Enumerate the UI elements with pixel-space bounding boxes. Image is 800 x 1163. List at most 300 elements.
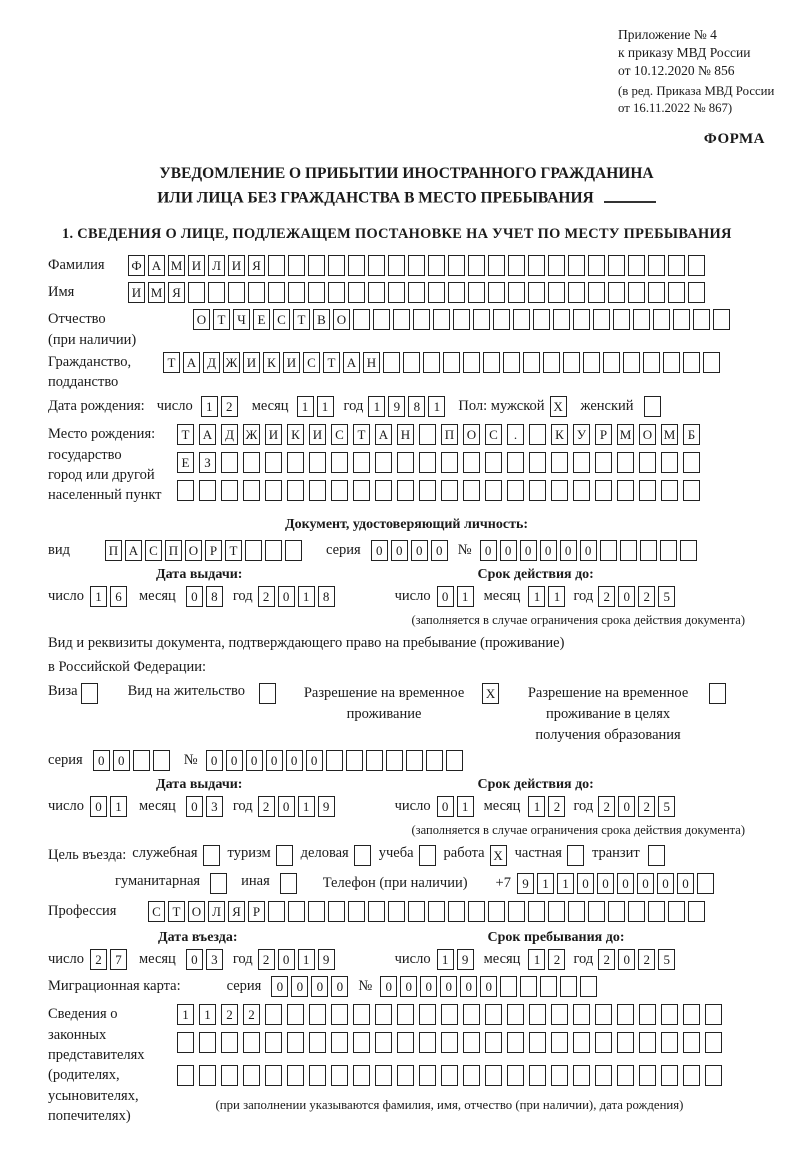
char-cell[interactable] [463, 1004, 480, 1025]
char-cell[interactable] [503, 352, 520, 373]
char-cell[interactable]: 2 [243, 1004, 260, 1025]
char-cell[interactable]: 0 [597, 873, 614, 894]
char-cell[interactable] [328, 255, 345, 276]
char-cell[interactable] [309, 1032, 326, 1053]
char-cell[interactable] [529, 1032, 546, 1053]
char-cell[interactable] [553, 309, 570, 330]
char-cell[interactable]: 1 [298, 796, 315, 817]
migration-seriya-input[interactable] [271, 976, 348, 997]
char-cell[interactable]: 0 [291, 976, 308, 997]
purpose-checkbox-ucheba[interactable] [419, 845, 436, 866]
char-cell[interactable] [428, 255, 445, 276]
char-cell[interactable] [485, 1065, 502, 1086]
char-cell[interactable]: 1 [297, 396, 314, 417]
char-cell[interactable] [688, 901, 705, 922]
char-cell[interactable]: 0 [617, 873, 634, 894]
char-cell[interactable] [331, 1032, 348, 1053]
char-cell[interactable]: 0 [460, 976, 477, 997]
char-cell[interactable]: 1 [177, 1004, 194, 1025]
char-cell[interactable]: 0 [311, 976, 328, 997]
char-cell[interactable] [287, 1065, 304, 1086]
residence-valid-year[interactable] [598, 796, 675, 817]
char-cell[interactable] [285, 540, 302, 561]
char-cell[interactable] [595, 480, 612, 501]
char-cell[interactable] [308, 255, 325, 276]
char-cell[interactable]: Р [595, 424, 612, 445]
char-cell[interactable]: З [199, 452, 216, 473]
char-cell[interactable] [265, 480, 282, 501]
char-cell[interactable] [568, 901, 585, 922]
char-cell[interactable]: 0 [246, 750, 263, 771]
char-cell[interactable]: 1 [110, 796, 127, 817]
char-cell[interactable] [406, 750, 423, 771]
char-cell[interactable] [488, 901, 505, 922]
char-cell[interactable]: И [265, 424, 282, 445]
char-cell[interactable]: Л [208, 255, 225, 276]
identity-valid-day[interactable] [437, 586, 474, 607]
char-cell[interactable] [648, 255, 665, 276]
char-cell[interactable] [177, 1032, 194, 1053]
char-cell[interactable] [331, 452, 348, 473]
char-cell[interactable] [419, 1004, 436, 1025]
char-cell[interactable] [308, 901, 325, 922]
identity-doc-type-input[interactable] [105, 540, 302, 561]
char-cell[interactable] [243, 1065, 260, 1086]
char-cell[interactable]: Ч [233, 309, 250, 330]
representatives-input-row2[interactable] [177, 1032, 722, 1053]
char-cell[interactable]: С [485, 424, 502, 445]
char-cell[interactable]: 0 [480, 540, 497, 561]
char-cell[interactable] [560, 976, 577, 997]
char-cell[interactable]: 0 [113, 750, 130, 771]
char-cell[interactable]: Р [248, 901, 265, 922]
char-cell[interactable] [528, 282, 545, 303]
char-cell[interactable]: И [309, 424, 326, 445]
char-cell[interactable] [259, 683, 276, 704]
char-cell[interactable]: 9 [318, 949, 335, 970]
char-cell[interactable] [573, 1032, 590, 1053]
char-cell[interactable] [639, 1032, 656, 1053]
char-cell[interactable] [529, 1065, 546, 1086]
char-cell[interactable]: С [145, 540, 162, 561]
char-cell[interactable] [397, 452, 414, 473]
char-cell[interactable] [633, 309, 650, 330]
char-cell[interactable]: А [199, 424, 216, 445]
char-cell[interactable] [588, 255, 605, 276]
char-cell[interactable]: 1 [557, 873, 574, 894]
char-cell[interactable]: Ж [243, 424, 260, 445]
char-cell[interactable] [441, 480, 458, 501]
char-cell[interactable] [309, 452, 326, 473]
char-cell[interactable] [177, 1065, 194, 1086]
char-cell[interactable] [617, 1004, 634, 1025]
char-cell[interactable] [628, 282, 645, 303]
patronymic-input[interactable] [193, 309, 730, 330]
char-cell[interactable]: 1 [437, 949, 454, 970]
char-cell[interactable] [433, 309, 450, 330]
char-cell[interactable]: 2 [258, 796, 275, 817]
char-cell[interactable] [393, 309, 410, 330]
char-cell[interactable]: 1 [537, 873, 554, 894]
char-cell[interactable]: И [128, 282, 145, 303]
char-cell[interactable] [608, 255, 625, 276]
char-cell[interactable]: 0 [431, 540, 448, 561]
residence-valid-month[interactable] [528, 796, 565, 817]
identity-valid-month[interactable] [528, 586, 565, 607]
purpose-checkbox-tranzit[interactable] [648, 845, 665, 866]
char-cell[interactable]: 0 [618, 949, 635, 970]
char-cell[interactable]: 1 [528, 796, 545, 817]
residence-seriya-input[interactable] [93, 750, 170, 771]
char-cell[interactable] [663, 352, 680, 373]
char-cell[interactable] [697, 873, 714, 894]
char-cell[interactable] [375, 1065, 392, 1086]
identity-valid-year[interactable] [598, 586, 675, 607]
char-cell[interactable] [243, 452, 260, 473]
char-cell[interactable] [485, 480, 502, 501]
char-cell[interactable] [288, 901, 305, 922]
char-cell[interactable]: С [148, 901, 165, 922]
char-cell[interactable] [308, 282, 325, 303]
char-cell[interactable]: О [639, 424, 656, 445]
char-cell[interactable]: 9 [457, 949, 474, 970]
char-cell[interactable] [528, 901, 545, 922]
char-cell[interactable] [529, 480, 546, 501]
char-cell[interactable] [620, 540, 637, 561]
char-cell[interactable] [221, 480, 238, 501]
char-cell[interactable] [309, 1004, 326, 1025]
char-cell[interactable] [287, 1004, 304, 1025]
char-cell[interactable] [548, 255, 565, 276]
char-cell[interactable] [623, 352, 640, 373]
char-cell[interactable] [287, 480, 304, 501]
char-cell[interactable] [523, 352, 540, 373]
purpose-checkbox-delovaya[interactable] [354, 845, 371, 866]
char-cell[interactable] [353, 1004, 370, 1025]
char-cell[interactable] [199, 480, 216, 501]
char-cell[interactable] [423, 352, 440, 373]
char-cell[interactable] [529, 424, 546, 445]
char-cell[interactable] [705, 1032, 722, 1053]
char-cell[interactable]: И [188, 255, 205, 276]
char-cell[interactable] [426, 750, 443, 771]
char-cell[interactable] [580, 976, 597, 997]
char-cell[interactable] [528, 255, 545, 276]
char-cell[interactable] [673, 309, 690, 330]
char-cell[interactable] [326, 750, 343, 771]
char-cell[interactable]: 7 [110, 949, 127, 970]
char-cell[interactable] [463, 480, 480, 501]
char-cell[interactable] [441, 1065, 458, 1086]
char-cell[interactable]: 2 [548, 796, 565, 817]
char-cell[interactable] [268, 901, 285, 922]
char-cell[interactable]: 0 [437, 796, 454, 817]
char-cell[interactable]: 2 [638, 796, 655, 817]
char-cell[interactable] [288, 255, 305, 276]
char-cell[interactable] [595, 452, 612, 473]
char-cell[interactable] [529, 452, 546, 473]
entry-day[interactable] [90, 949, 127, 970]
char-cell[interactable] [373, 309, 390, 330]
char-cell[interactable]: 0 [400, 976, 417, 997]
char-cell[interactable]: 1 [199, 1004, 216, 1025]
char-cell[interactable]: 0 [657, 873, 674, 894]
char-cell[interactable]: 0 [226, 750, 243, 771]
residence-permit-checkbox[interactable] [259, 683, 276, 704]
char-cell[interactable] [419, 1065, 436, 1086]
char-cell[interactable]: 1 [317, 396, 334, 417]
char-cell[interactable] [428, 901, 445, 922]
char-cell[interactable] [199, 1065, 216, 1086]
citizenship-input[interactable] [163, 352, 720, 373]
identity-doc-seriya-input[interactable] [371, 540, 448, 561]
char-cell[interactable] [463, 1032, 480, 1053]
char-cell[interactable] [346, 750, 363, 771]
char-cell[interactable]: 1 [548, 586, 565, 607]
char-cell[interactable] [533, 309, 550, 330]
char-cell[interactable]: 0 [278, 586, 295, 607]
char-cell[interactable] [608, 282, 625, 303]
char-cell[interactable] [488, 282, 505, 303]
temp-residence-checkbox[interactable] [482, 683, 499, 704]
char-cell[interactable]: А [125, 540, 142, 561]
char-cell[interactable] [199, 1032, 216, 1053]
identity-doc-number-input[interactable] [480, 540, 697, 561]
char-cell[interactable] [493, 309, 510, 330]
char-cell[interactable] [265, 452, 282, 473]
char-cell[interactable]: Л [208, 901, 225, 922]
identity-issue-month[interactable] [186, 586, 223, 607]
char-cell[interactable] [419, 480, 436, 501]
char-cell[interactable] [488, 255, 505, 276]
char-cell[interactable] [353, 452, 370, 473]
char-cell[interactable]: Н [363, 352, 380, 373]
char-cell[interactable] [328, 901, 345, 922]
char-cell[interactable]: 0 [440, 976, 457, 997]
until-day[interactable] [437, 949, 474, 970]
char-cell[interactable]: 0 [480, 976, 497, 997]
char-cell[interactable] [508, 282, 525, 303]
char-cell[interactable] [473, 309, 490, 330]
char-cell[interactable] [468, 282, 485, 303]
char-cell[interactable] [705, 1004, 722, 1025]
char-cell[interactable] [153, 750, 170, 771]
char-cell[interactable]: С [303, 352, 320, 373]
char-cell[interactable] [419, 452, 436, 473]
char-cell[interactable]: 1 [528, 949, 545, 970]
char-cell[interactable] [683, 480, 700, 501]
char-cell[interactable]: 1 [457, 796, 474, 817]
char-cell[interactable] [648, 901, 665, 922]
char-cell[interactable]: 1 [201, 396, 218, 417]
char-cell[interactable]: Т [323, 352, 340, 373]
char-cell[interactable]: 2 [221, 1004, 238, 1025]
char-cell[interactable] [413, 309, 430, 330]
char-cell[interactable]: О [333, 309, 350, 330]
char-cell[interactable]: Ф [128, 255, 145, 276]
char-cell[interactable] [551, 1004, 568, 1025]
given-name-input[interactable] [128, 282, 705, 303]
char-cell[interactable]: Е [177, 452, 194, 473]
char-cell[interactable] [441, 1004, 458, 1025]
char-cell[interactable] [668, 901, 685, 922]
char-cell[interactable] [668, 282, 685, 303]
purpose-checkbox-chastnaya[interactable] [567, 845, 584, 866]
char-cell[interactable] [448, 255, 465, 276]
char-cell[interactable] [603, 352, 620, 373]
char-cell[interactable] [388, 901, 405, 922]
until-year[interactable] [598, 949, 675, 970]
char-cell[interactable]: 0 [540, 540, 557, 561]
char-cell[interactable]: 2 [638, 949, 655, 970]
char-cell[interactable] [348, 282, 365, 303]
char-cell[interactable]: 8 [318, 586, 335, 607]
char-cell[interactable] [617, 1065, 634, 1086]
char-cell[interactable]: 2 [598, 586, 615, 607]
sex-male-checkbox[interactable] [550, 396, 567, 417]
char-cell[interactable]: 0 [331, 976, 348, 997]
visa-checkbox[interactable] [81, 683, 98, 704]
char-cell[interactable] [640, 540, 657, 561]
char-cell[interactable]: В [313, 309, 330, 330]
char-cell[interactable]: 5 [658, 586, 675, 607]
char-cell[interactable]: Т [177, 424, 194, 445]
phone-input[interactable] [517, 873, 714, 894]
char-cell[interactable]: 0 [411, 540, 428, 561]
char-cell[interactable] [268, 255, 285, 276]
char-cell[interactable] [693, 309, 710, 330]
char-cell[interactable]: П [441, 424, 458, 445]
char-cell[interactable] [353, 1065, 370, 1086]
char-cell[interactable]: 1 [368, 396, 385, 417]
char-cell[interactable]: 1 [457, 586, 474, 607]
char-cell[interactable] [683, 1004, 700, 1025]
char-cell[interactable] [265, 1004, 282, 1025]
char-cell[interactable] [551, 1065, 568, 1086]
char-cell[interactable] [595, 1032, 612, 1053]
char-cell[interactable] [540, 976, 557, 997]
char-cell[interactable] [548, 901, 565, 922]
char-cell[interactable]: Т [163, 352, 180, 373]
char-cell[interactable] [441, 452, 458, 473]
char-cell[interactable]: 6 [110, 586, 127, 607]
char-cell[interactable] [309, 1065, 326, 1086]
char-cell[interactable] [210, 873, 227, 894]
char-cell[interactable] [203, 845, 220, 866]
char-cell[interactable] [513, 309, 530, 330]
char-cell[interactable]: 0 [618, 796, 635, 817]
char-cell[interactable]: 3 [206, 796, 223, 817]
char-cell[interactable]: 0 [271, 976, 288, 997]
char-cell[interactable] [280, 873, 297, 894]
char-cell[interactable] [228, 282, 245, 303]
char-cell[interactable] [507, 480, 524, 501]
birth-day-input[interactable] [201, 396, 238, 417]
char-cell[interactable]: 0 [520, 540, 537, 561]
char-cell[interactable]: О [185, 540, 202, 561]
entry-month[interactable] [186, 949, 223, 970]
char-cell[interactable] [628, 255, 645, 276]
char-cell[interactable]: 2 [258, 586, 275, 607]
char-cell[interactable] [133, 750, 150, 771]
char-cell[interactable]: 0 [186, 586, 203, 607]
char-cell[interactable] [446, 750, 463, 771]
char-cell[interactable] [419, 1032, 436, 1053]
identity-issue-day[interactable] [90, 586, 127, 607]
char-cell[interactable]: А [148, 255, 165, 276]
char-cell[interactable] [709, 683, 726, 704]
char-cell[interactable] [348, 255, 365, 276]
char-cell[interactable]: О [463, 424, 480, 445]
char-cell[interactable] [208, 282, 225, 303]
char-cell[interactable] [543, 352, 560, 373]
char-cell[interactable] [617, 452, 634, 473]
char-cell[interactable] [703, 352, 720, 373]
char-cell[interactable]: Т [353, 424, 370, 445]
char-cell[interactable] [568, 255, 585, 276]
char-cell[interactable] [551, 480, 568, 501]
char-cell[interactable]: П [105, 540, 122, 561]
char-cell[interactable]: 0 [371, 540, 388, 561]
char-cell[interactable]: К [287, 424, 304, 445]
char-cell[interactable] [600, 540, 617, 561]
char-cell[interactable] [368, 282, 385, 303]
char-cell[interactable]: 0 [637, 873, 654, 894]
profession-input[interactable] [148, 901, 705, 922]
char-cell[interactable] [408, 255, 425, 276]
residence-valid-day[interactable] [437, 796, 474, 817]
char-cell[interactable] [713, 309, 730, 330]
char-cell[interactable]: О [193, 309, 210, 330]
char-cell[interactable] [243, 1032, 260, 1053]
char-cell[interactable]: 0 [266, 750, 283, 771]
char-cell[interactable]: 9 [318, 796, 335, 817]
residence-issue-month[interactable] [186, 796, 223, 817]
char-cell[interactable]: 8 [408, 396, 425, 417]
char-cell[interactable]: 0 [186, 949, 203, 970]
char-cell[interactable]: 2 [638, 586, 655, 607]
char-cell[interactable]: 0 [306, 750, 323, 771]
char-cell[interactable] [397, 1032, 414, 1053]
char-cell[interactable] [468, 255, 485, 276]
identity-issue-year[interactable] [258, 586, 335, 607]
char-cell[interactable] [507, 1004, 524, 1025]
char-cell[interactable]: X [490, 845, 507, 866]
char-cell[interactable]: Т [293, 309, 310, 330]
birth-place-input-row3[interactable] [177, 480, 700, 501]
purpose-checkbox-sluzhebnaya[interactable] [203, 845, 220, 866]
char-cell[interactable]: 0 [206, 750, 223, 771]
char-cell[interactable]: 0 [391, 540, 408, 561]
char-cell[interactable] [268, 282, 285, 303]
char-cell[interactable] [276, 845, 293, 866]
char-cell[interactable] [463, 452, 480, 473]
char-cell[interactable] [408, 901, 425, 922]
char-cell[interactable] [617, 480, 634, 501]
char-cell[interactable] [613, 309, 630, 330]
char-cell[interactable] [573, 309, 590, 330]
char-cell[interactable]: Т [225, 540, 242, 561]
char-cell[interactable] [81, 683, 98, 704]
char-cell[interactable]: К [551, 424, 568, 445]
char-cell[interactable]: Я [228, 901, 245, 922]
char-cell[interactable]: 2 [598, 796, 615, 817]
char-cell[interactable] [661, 1032, 678, 1053]
char-cell[interactable] [548, 282, 565, 303]
char-cell[interactable]: 0 [380, 976, 397, 997]
char-cell[interactable]: 1 [90, 586, 107, 607]
char-cell[interactable]: Я [248, 255, 265, 276]
